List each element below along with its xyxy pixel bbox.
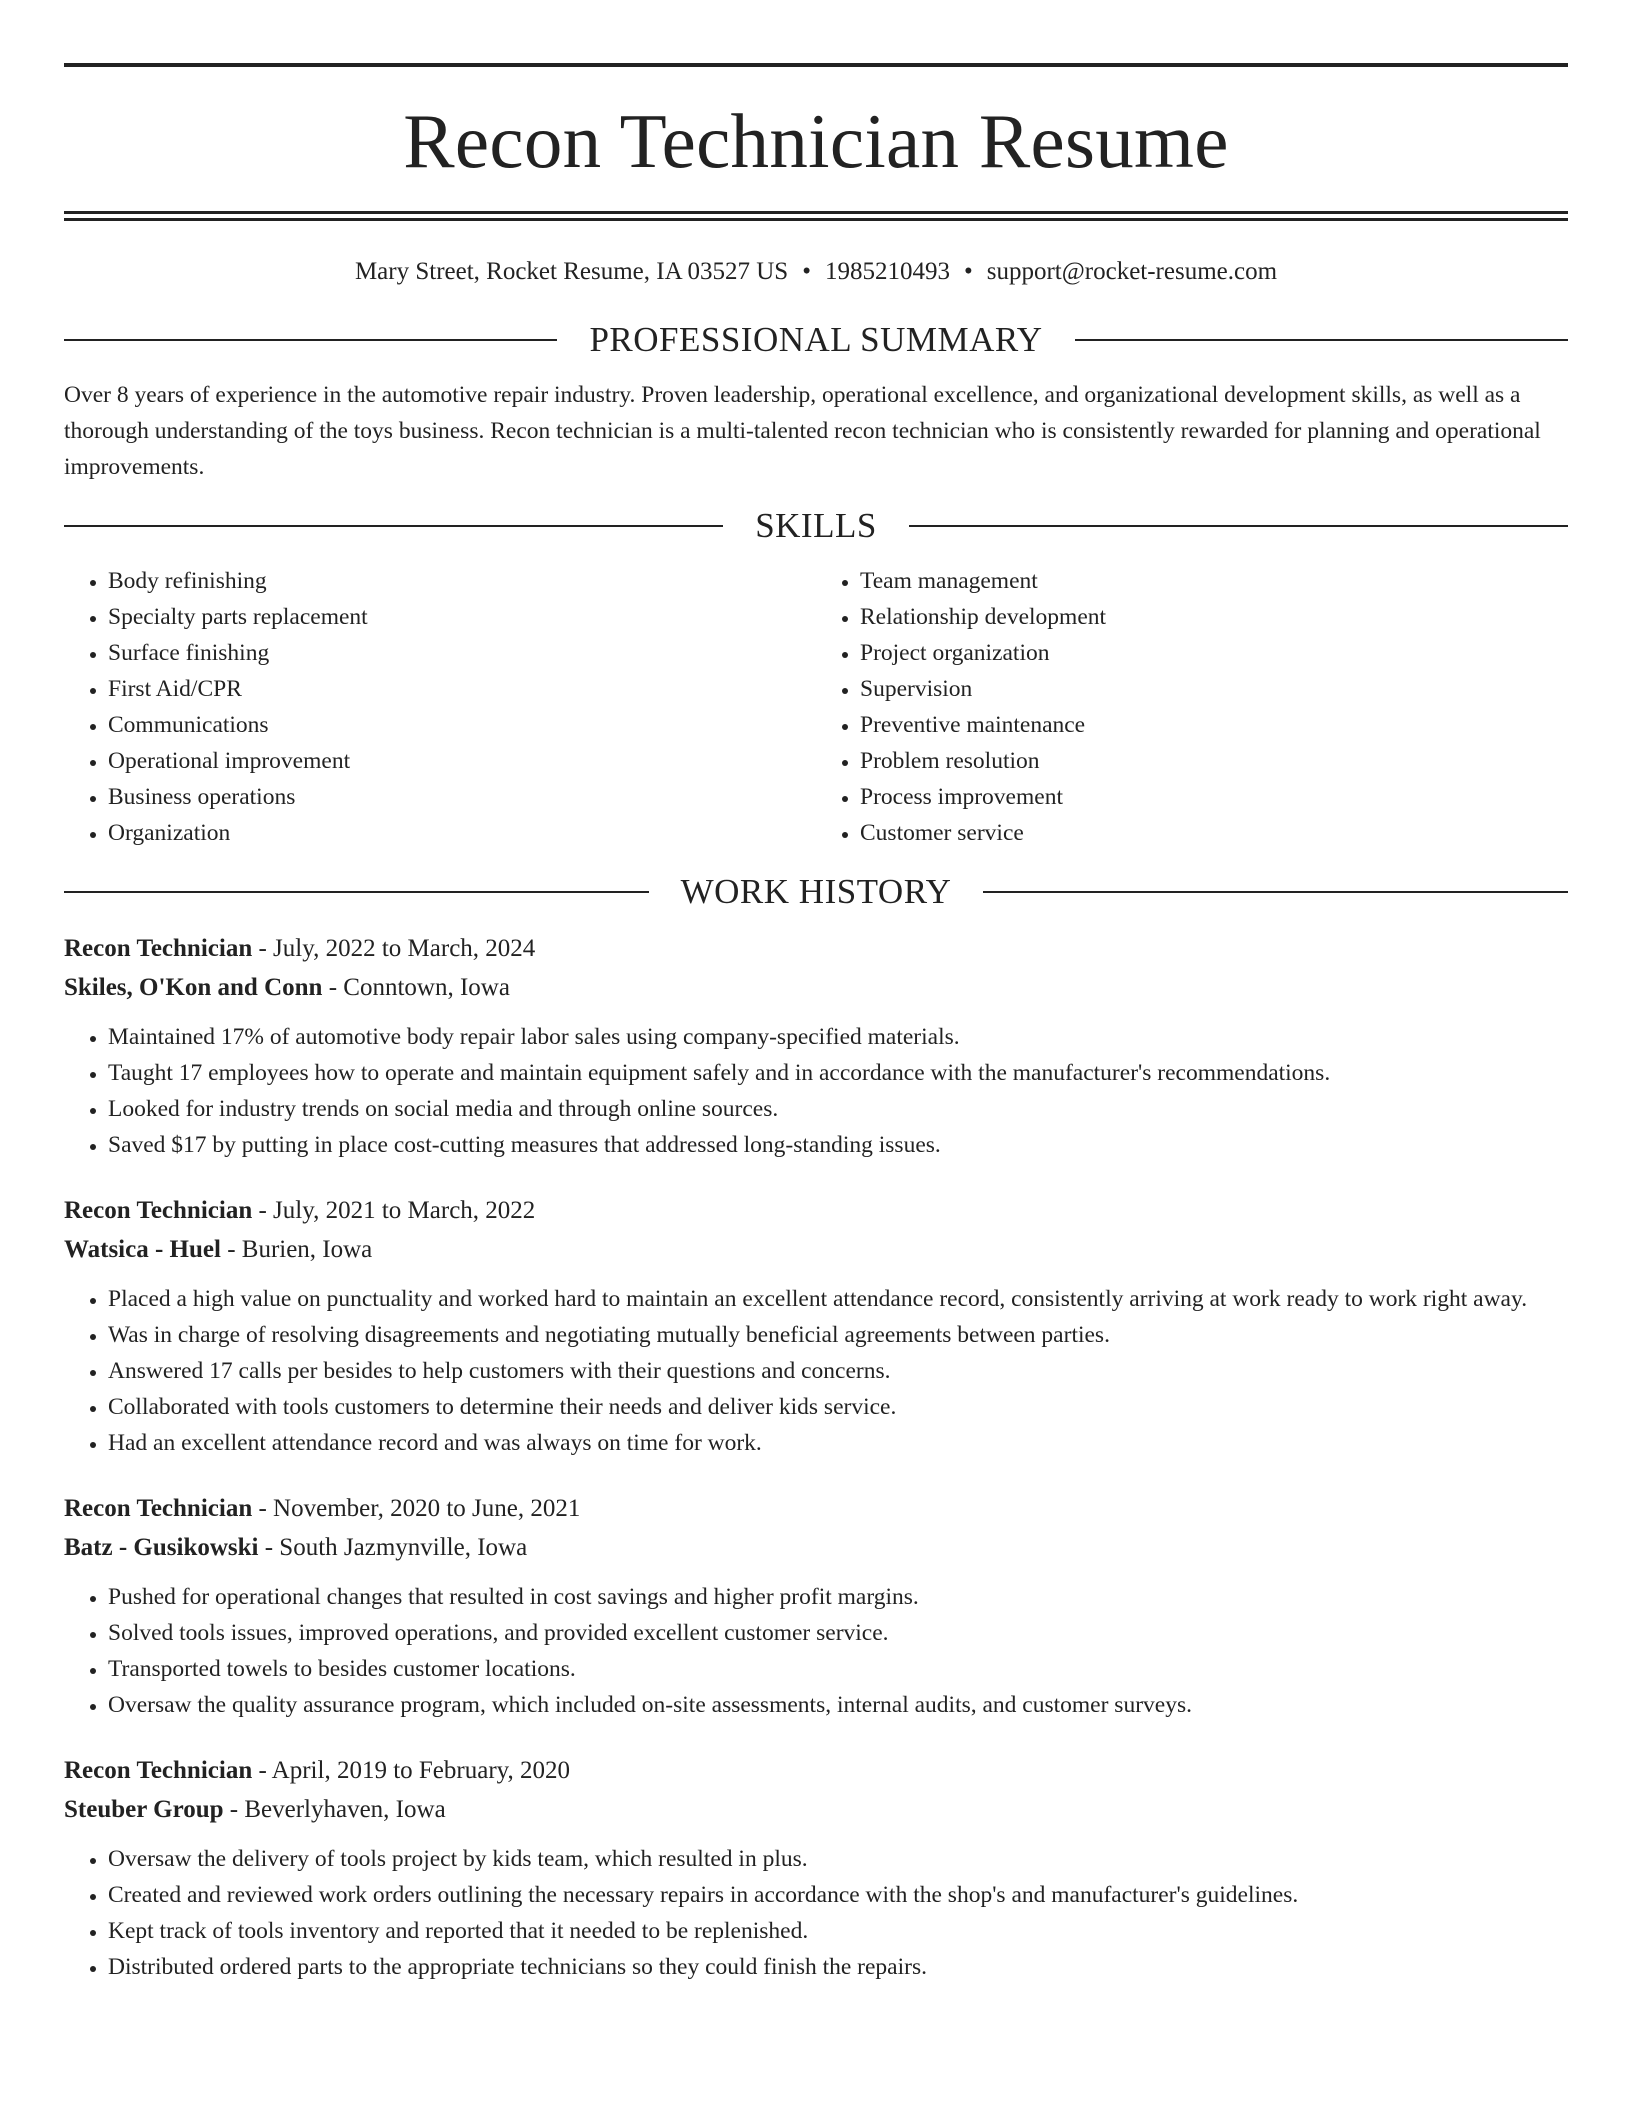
title-double-rule (64, 211, 1568, 221)
job-bullet: • Answered 17 calls per besides to help customers with their questions and concerns. (108, 1353, 1568, 1389)
job-bullet: • Created and reviewed work orders outlining the necessary repairs in accordance with the shop's and manufacturer's guidelines. (108, 1877, 1568, 1913)
job-title-line (64, 929, 1568, 968)
skill-item: • Business operations (108, 779, 816, 815)
skill-item: • Preventive maintenance (860, 707, 1568, 743)
skill-item: • Supervision (860, 671, 1568, 707)
job-bullet: • Placed a high value on punctuality and worked hard to maintain an excellent attendance record, consistently arriving at work ready to work right away. (108, 1281, 1568, 1317)
summary-section-header (64, 319, 1568, 361)
summary-heading: PROFESSIONAL SUMMARY (589, 320, 1043, 359)
job-bullet: • Oversaw the delivery of tools project by kids team, which resulted in plus. (108, 1841, 1568, 1877)
job-dates: - July, 2021 to March, 2022 (258, 1197, 536, 1224)
skill-item: • Process improvement (860, 779, 1568, 815)
skill-item: • Problem resolution (860, 743, 1568, 779)
contact-phone: 1985210493 (824, 258, 950, 285)
skill-item: • Specialty parts replacement (108, 599, 816, 635)
job-bullet: • Collaborated with tools customers to determine their needs and deliver kids service. (108, 1389, 1568, 1425)
skills-heading: SKILLS (755, 506, 877, 545)
job-bullet: • Looked for industry trends on social media and through online sources. (108, 1091, 1568, 1127)
skill-item: • Team management (860, 563, 1568, 599)
work-section-header (64, 871, 1568, 913)
job-title: Recon Technician (64, 1197, 253, 1224)
skills-column-right (816, 563, 1568, 851)
skills-column-left (64, 563, 816, 851)
job-title: Recon Technician (64, 1757, 253, 1784)
skill-item: • Body refinishing (108, 563, 816, 599)
job-bullets (64, 1579, 1568, 1723)
contact-line (64, 255, 1568, 289)
job-entry (64, 1489, 1568, 1723)
job-location: - Burien, Iowa (227, 1236, 373, 1263)
job-bullet: • Saved $17 by putting in place cost-cutting measures that addressed long-standing issues. (108, 1127, 1568, 1163)
job-bullet: • Was in charge of resolving disagreements and negotiating mutually beneficial agreements between parties. (108, 1317, 1568, 1353)
job-title: Recon Technician (64, 1495, 253, 1522)
job-bullet: • Distributed ordered parts to the appropriate technicians so they could finish the repairs. (108, 1949, 1568, 1985)
job-dates: - July, 2022 to March, 2024 (258, 935, 536, 962)
skill-item: • First Aid/CPR (108, 671, 816, 707)
job-location: - South Jazmynville, Iowa (264, 1534, 528, 1561)
job-bullet: • Oversaw the quality assurance program, which included on-site assessments, internal audits, and customer surveys. (108, 1687, 1568, 1723)
section-rule-left (64, 891, 649, 893)
job-company-line (64, 968, 1568, 1007)
job-company-line (64, 1528, 1568, 1567)
skill-item: • Organization (108, 815, 816, 851)
summary-text: Over 8 years of experience in the automotive repair industry. Proven leadership, operational excellence, and organizational development skills, as well as a thorough understanding of the toys business. Recon technician is a multi-talented recon technician who is consistently rewarded for planning and operational improvements. (64, 382, 1541, 480)
skills-list (64, 563, 1568, 851)
skill-item: • Operational improvement (108, 743, 816, 779)
section-rule-right (1075, 339, 1568, 341)
skill-item: • Project organization (860, 635, 1568, 671)
job-company-line (64, 1230, 1568, 1269)
contact-address: Mary Street, Rocket Resume, IA 03527 US (354, 258, 789, 285)
job-dates: - November, 2020 to June, 2021 (258, 1495, 581, 1522)
work-heading: WORK HISTORY (680, 872, 952, 911)
job-title-line (64, 1191, 1568, 1230)
job-company: Watsica - Huel (64, 1236, 221, 1263)
job-title-line (64, 1489, 1568, 1528)
job-bullet: • Pushed for operational changes that resulted in cost savings and higher profit margins. (108, 1579, 1568, 1615)
contact-separator: • (802, 258, 811, 285)
job-bullet: • Solved tools issues, improved operations, and provided excellent customer service. (108, 1615, 1568, 1651)
job-dates: - April, 2019 to February, 2020 (258, 1757, 571, 1784)
job-bullets (64, 1019, 1568, 1163)
section-rule-right (983, 891, 1568, 893)
job-bullet: • Maintained 17% of automotive body repair labor sales using company-specified materials. (108, 1019, 1568, 1055)
contact-email: support@rocket-resume.com (986, 258, 1278, 285)
job-entry (64, 929, 1568, 1163)
skill-item: • Communications (108, 707, 816, 743)
skill-item: • Relationship development (860, 599, 1568, 635)
job-title: Recon Technician (64, 935, 253, 962)
skills-section-header (64, 505, 1568, 547)
job-company: Skiles, O'Kon and Conn (64, 974, 323, 1001)
resume-title: Recon Technician Resume (403, 98, 1229, 184)
job-company: Batz - Gusikowski (64, 1534, 259, 1561)
contact-separator: • (963, 258, 973, 285)
section-rule-left (64, 339, 557, 341)
job-entry (64, 1191, 1568, 1461)
job-bullets (64, 1281, 1568, 1461)
job-entry (64, 1751, 1568, 1985)
job-bullet: • Had an excellent attendance record and was always on time for work. (108, 1425, 1568, 1461)
job-bullet: • Taught 17 employees how to operate and maintain equipment safely and in accordance with the manufacturer's recommendations. (108, 1055, 1568, 1091)
section-rule-left (64, 525, 723, 527)
job-title-line (64, 1751, 1568, 1790)
job-location: - Beverlyhaven, Iowa (229, 1796, 446, 1823)
job-bullet: • Kept track of tools inventory and reported that it needed to be replenished. (108, 1913, 1568, 1949)
job-location: - Conntown, Iowa (328, 974, 510, 1001)
section-rule-right (909, 525, 1568, 527)
job-company-line (64, 1790, 1568, 1829)
job-company: Steuber Group (64, 1796, 224, 1823)
skill-item: • Customer service (860, 815, 1568, 851)
job-bullets (64, 1841, 1568, 1985)
skill-item: • Surface finishing (108, 635, 816, 671)
job-bullet: • Transported towels to besides customer locations. (108, 1651, 1568, 1687)
top-rule (64, 63, 1568, 67)
